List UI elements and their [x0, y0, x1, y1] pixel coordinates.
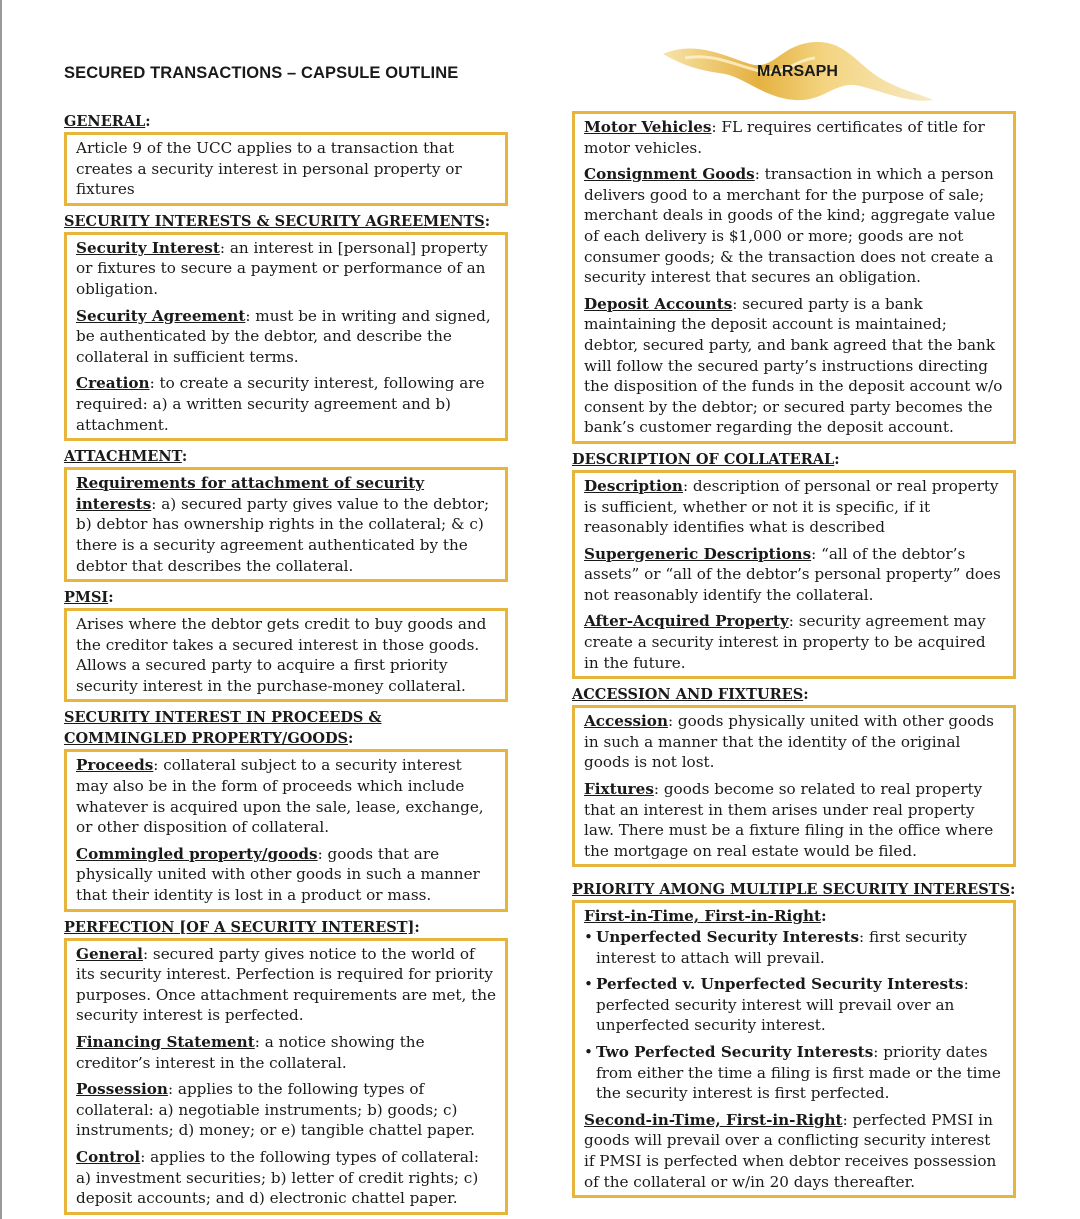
proceeds-item: Proceeds: collateral subject to a security interest may also be in the form of proceeds which include whatever is acquired upon the sale, lease, exchange, or other disposition of collateral. [76, 756, 484, 837]
supergeneric-item: Supergeneric Descriptions: “all of the debtor’s assets” or “all of the debtor’s personal property” does not reasonably identify the collateral. [584, 544, 1001, 604]
section-heading-description: DESCRIPTION OF COLLATERAL: [572, 450, 840, 468]
security-agreement-item: Security Agreement: must be in writing and signed, be authenticated by the debtor, and describe the collateral in sufficient terms. [76, 306, 491, 366]
document-title: SECURED TRANSACTIONS – CAPSULE OUTLINE [64, 64, 459, 82]
left-column [64, 111, 508, 1215]
brand-name: MARSAPH [757, 63, 838, 80]
pmsi-box [64, 608, 508, 702]
control-item: Control: applies to the following types of collateral: a) investment securities; b) letter of credit rights; c) deposit accounts; and d) electronic chattel paper. [76, 1147, 479, 1208]
general-box [64, 132, 508, 206]
motor-vehicles-item: Motor Vehicles: FL requires certificates of title for motor vehicles. [584, 118, 985, 157]
section-heading-general: GENERAL: [64, 113, 151, 130]
security-box [64, 232, 508, 441]
deposit-accounts-item: Deposit Accounts: secured party is a bank maintaining the deposit account is maintained; debtor, secured party, and bank agreed that the bank will follow the secured party’s instructions directing the disposition of the funds in the deposit account w/o consent by the debtor; or secured party becomes the bank’s customer regarding the deposit account. [584, 294, 1003, 437]
fixtures-item: Fixtures: goods become so related to real property that an interest in them arises under real property law. There must be a fixture filing in the office where the mortgage on real estate would be filed. [584, 780, 994, 860]
description-box [572, 470, 1016, 679]
special-collateral-box [572, 111, 1016, 444]
right-column [572, 111, 1016, 1198]
section-heading-security-interests: SECURITY INTERESTS & SECURITY AGREEMENTS: [64, 212, 491, 230]
section-heading-proceeds: SECURITY INTEREST IN PROCEEDS & COMMINGLED PROPERTY/GOODS: [64, 709, 382, 748]
accession-box [572, 705, 1016, 867]
description-item: Description: description of personal or real property is sufficient, whether or not it is specific, if it reasonably identifies what is described [584, 476, 999, 537]
after-acquired-item: After-Acquired Property: security agreement may create a security interest in property to be acquired in the future. [584, 612, 986, 672]
priority-box [572, 900, 1016, 1198]
section-heading-accession: ACCESSION AND FIXTURES: [572, 686, 809, 704]
attachment-box [64, 467, 508, 582]
commingled-item: Commingled property/goods: goods that are physically united with other goods in such a manner that their identity is lost in a product or mass. [76, 844, 480, 905]
second-in-time-item: Second-in-Time, First-in-Right: perfected PMSI in goods will prevail over a conflicting security interest if PMSI is perfected when debtor receives possession of the collateral or w/in 20 days thereafter. [584, 1110, 997, 1191]
bullet-unperfected: • Unperfected Security Interests: first security interest to attach will prevail. [596, 927, 1005, 968]
section-heading-perfection: PERFECTION [OF A SECURITY INTEREST]: [64, 918, 420, 936]
section-heading-attachment: ATTACHMENT: [64, 448, 188, 466]
financing-statement-item: Financing Statement: a notice showing the creditor’s interest in the collateral. [76, 1033, 425, 1072]
priority-bullet-list [584, 927, 1005, 1104]
attachment-item: Requirements for attachment of security interests: a) secured party gives value to the debtor; b) debtor has ownership rights in the collateral; & c) there is a security agreement authenticated by the debtor that describes the collateral. [76, 474, 490, 575]
first-in-time-heading: First-in-Time, First-in-Right: [584, 907, 827, 926]
page-edge-rule [0, 0, 2, 1219]
security-interest-item: Security Interest: an interest in [personal] property or fixtures to secure a payment or performance of an obligation. [76, 238, 488, 298]
brand-logo [655, 38, 945, 108]
proceeds-box [64, 749, 508, 911]
perfection-general-item: General: secured party gives notice to the world of its security interest. Perfection is required for priority purposes. Once attachment requirements are met, the security interest is perfected. [76, 944, 497, 1025]
creation-item: Creation: to create a security interest, following are required: a) a written security agreement and b) attachment. [76, 374, 485, 434]
bullet-two-perfected: • Two Perfected Security Interests: priority dates from either the time a filing is first made or the time the security interest is first perfected. [596, 1042, 1005, 1104]
section-heading-priority: PRIORITY AMONG MULTIPLE SECURITY INTERESTS: [572, 881, 1016, 899]
consignment-goods-item: Consignment Goods: transaction in which a person delivers good to a merchant for the purpose of sale; merchant deals in goods of the kind; aggregate value of each delivery is $1,000 or more; goods are not consumer goods; & the transaction does not create a security interest that secures an obligation. [584, 165, 996, 287]
accession-item: Accession: goods physically united with other goods in such a manner that the identity of the original goods is not lost. [584, 712, 994, 772]
pmsi-text: Arises where the debtor gets credit to buy goods and the creditor takes a secured interest in those goods. Allows a secured party to acquire a first priority security interest in the purchase-money collateral. [76, 615, 487, 695]
section-heading-pmsi: PMSI: [64, 589, 114, 607]
general-text: Article 9 of the UCC applies to a transaction that creates a security interest in personal property or fixtures [76, 139, 462, 199]
possession-item: Possession: applies to the following types of collateral: a) negotiable instruments; b) goods; c) instruments; d) money; or e) tangible chattel paper. [76, 1080, 475, 1140]
bullet-perfected-v-unperfected: • Perfected v. Unperfected Security Interests: perfected security interest will prevail over an unperfected security interest. [596, 974, 1005, 1036]
perfection-box [64, 938, 508, 1215]
